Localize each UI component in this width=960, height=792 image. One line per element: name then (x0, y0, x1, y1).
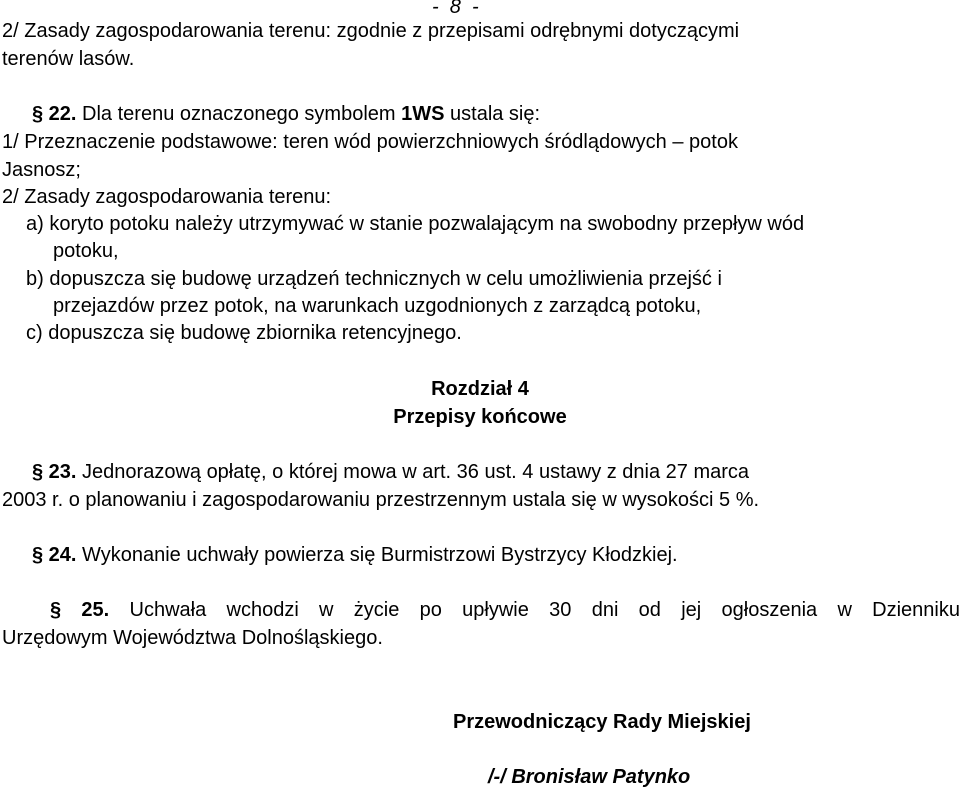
text-line: 2/ Zasady zagospodarowania terenu: (2, 186, 332, 208)
paragraph-25 (2, 599, 960, 621)
paragraph-number: § 25. (50, 599, 110, 621)
list-item-continuation: przejazdów przez potok, na warunkach uzgodnionych z zarządcą potoku, (53, 295, 702, 317)
paragraph-text: Dla terenu oznaczonego symbolem (76, 103, 402, 125)
paragraph-text: Jednorazową opłatę, o której mowa w art. 36 ust. 4 ustawy z dnia 27 marca (76, 461, 750, 483)
page-number: - 8 - (432, 0, 479, 18)
chapter-number: Rozdział 4 (431, 378, 529, 400)
paragraph-number: § 24. (32, 544, 77, 566)
paragraph-22-heading (32, 103, 540, 125)
area-symbol: 1WS (401, 103, 445, 125)
text-line: 1/ Przeznaczenie podstawowe: teren wód powierzchniowych śródlądowych – potok (2, 131, 738, 153)
paragraph-text: Wykonanie uchwały powierza się Burmistrzowi Bystrzycy Kłodzkiej. (76, 544, 678, 566)
text-line: Jasnosz; (2, 159, 81, 181)
text-line: Urzędowym Województwa Dolnośląskiego. (2, 627, 383, 649)
text-line: terenów lasów. (2, 48, 135, 70)
list-item: b) dopuszcza się budowę urządzeń technicznych w celu umożliwienia przejść i (26, 268, 722, 290)
list-item-continuation: potoku, (53, 240, 119, 262)
paragraph-number: § 23. (32, 461, 77, 483)
paragraph-24 (32, 544, 678, 566)
paragraph-text: ustala się: (444, 103, 541, 125)
paragraph-text: Uchwała wchodzi w życie po upływie 30 dni od jej ogłoszenia w Dzienniku (109, 599, 960, 621)
text-line: 2003 r. o planowaniu i zagospodarowaniu przestrzennym ustala się w wysokości 5 %. (2, 489, 760, 511)
text-line: 2/ Zasady zagospodarowania terenu: zgodnie z przepisami odrębnymi dotyczącymi (2, 20, 740, 42)
signature-name: /-/ Bronisław Patynko (488, 766, 691, 788)
list-item: c) dopuszcza się budowę zbiornika retencyjnego. (26, 322, 462, 344)
chapter-title: Przepisy końcowe (393, 406, 567, 428)
signature-role: Przewodniczący Rady Miejskiej (453, 711, 751, 733)
paragraph-number: § 22. (32, 103, 77, 125)
list-item: a) koryto potoku należy utrzymywać w stanie pozwalającym na swobodny przepływ wód (26, 213, 805, 235)
paragraph-23 (32, 461, 749, 483)
